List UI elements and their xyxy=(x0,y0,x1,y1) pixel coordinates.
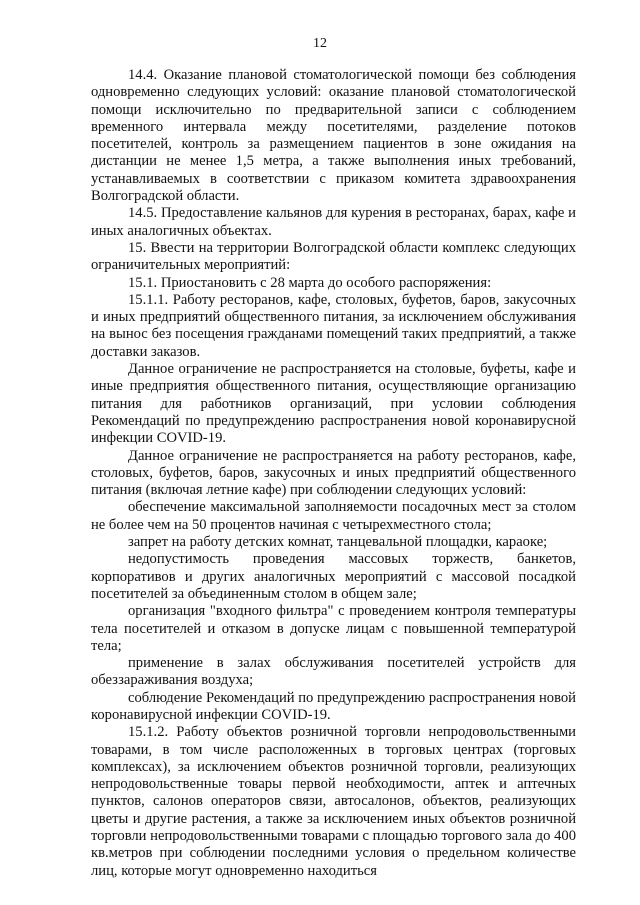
page-number: 12 xyxy=(313,36,327,51)
paragraph-14-4: 14.4. Оказание плановой стоматологической помощи без соблюдения одновременно следующих условий: оказание плановой стоматологической помощи исключительно по предварительной записи с соблюдением временного интервала между посетителями, разделение потоков посетителей, контроль за размещением пациентов в зоне ожидания на дистанции не менее 1,5 метра, а также выполнения иных требований, устанавливаемых в соответствии с приказом комитета здравоохранения Волгоградской области. xyxy=(91,67,576,205)
condition-kids-rooms: запрет на работу детских комнат, танцевальной площадки, караоке; xyxy=(128,534,548,551)
condition-entry-filter: организация "входного фильтра" с проведением контроля температуры тела посетителей и отказом в допуске лицам с повышенной температурой тела; xyxy=(91,603,576,654)
paragraph-exception-canteens: Данное ограничение не распространяется на столовые, буфеты, кафе и иные предприятия общественного питания, осуществляющие организацию питания для работников организаций, при условии соблюдения Рекомендаций по предупреждению распространения новой коронавирусной инфекции COVID-19. xyxy=(91,361,576,447)
paragraph-15-1-2: 15.1.2. Работу объектов розничной торговли непродовольственными товарами, в том числе расположенных в торговых центрах (торговых комплексах), за исключением объектов розничной торговли, реализующих непродовольственные товары первой необходимости, аптек и аптечных пунктов, салонов операторов связи, автосалонов, объектов, реализующих цветы и другие растения, а также за исключением иных объектов розничной торговли непродовольственными товарами с площадью торгового зала до 400 кв.метров при соблюдении последними условия о предельном количестве лиц, которые могут одновременно находиться xyxy=(91,724,576,879)
condition-recommendations: соблюдение Рекомендаций по предупреждению распространения новой коронавирусной инфекции COVID-19. xyxy=(91,689,576,723)
paragraph-exception-conditions: Данное ограничение не распространяется на работу ресторанов, кафе, столовых, буфетов, баров, закусочных и иных предприятий общественного питания (включая летние кафе) при соблюдении следующих условий: xyxy=(91,447,576,499)
paragraph-14-5: 14.5. Предоставление кальянов для курения в ресторанах, барах, кафе и иных аналогичных объектах. xyxy=(91,205,576,239)
condition-seating: обеспечение максимальной заполняемости посадочных мест за столом не более чем на 50 процентов начиная с четырехместного стола; xyxy=(91,499,576,533)
paragraph-15: 15. Ввести на территории Волгоградской области комплекс следующих ограничительных мероприятий: xyxy=(91,239,576,274)
document-body xyxy=(91,67,576,880)
paragraph-15-1-1: 15.1.1. Работу ресторанов, кафе, столовых, буфетов, баров, закусочных и иных предприятий общественного питания, за исключением обслуживания на вынос без посещения гражданами помещений таких предприятий, а также доставки заказов. xyxy=(91,291,576,360)
paragraph-15-1: 15.1. Приостановить с 28 марта до особого распоряжения: xyxy=(128,274,492,291)
condition-mass-events: недопустимость проведения массовых торжеств, банкетов, корпоративов и других аналогичных мероприятий с массовой посадкой посетителей за объединенным столом в общем зале; xyxy=(91,551,576,602)
condition-air-disinfection: применение в залах обслуживания посетителей устройств для обеззараживания воздуха; xyxy=(91,655,576,689)
